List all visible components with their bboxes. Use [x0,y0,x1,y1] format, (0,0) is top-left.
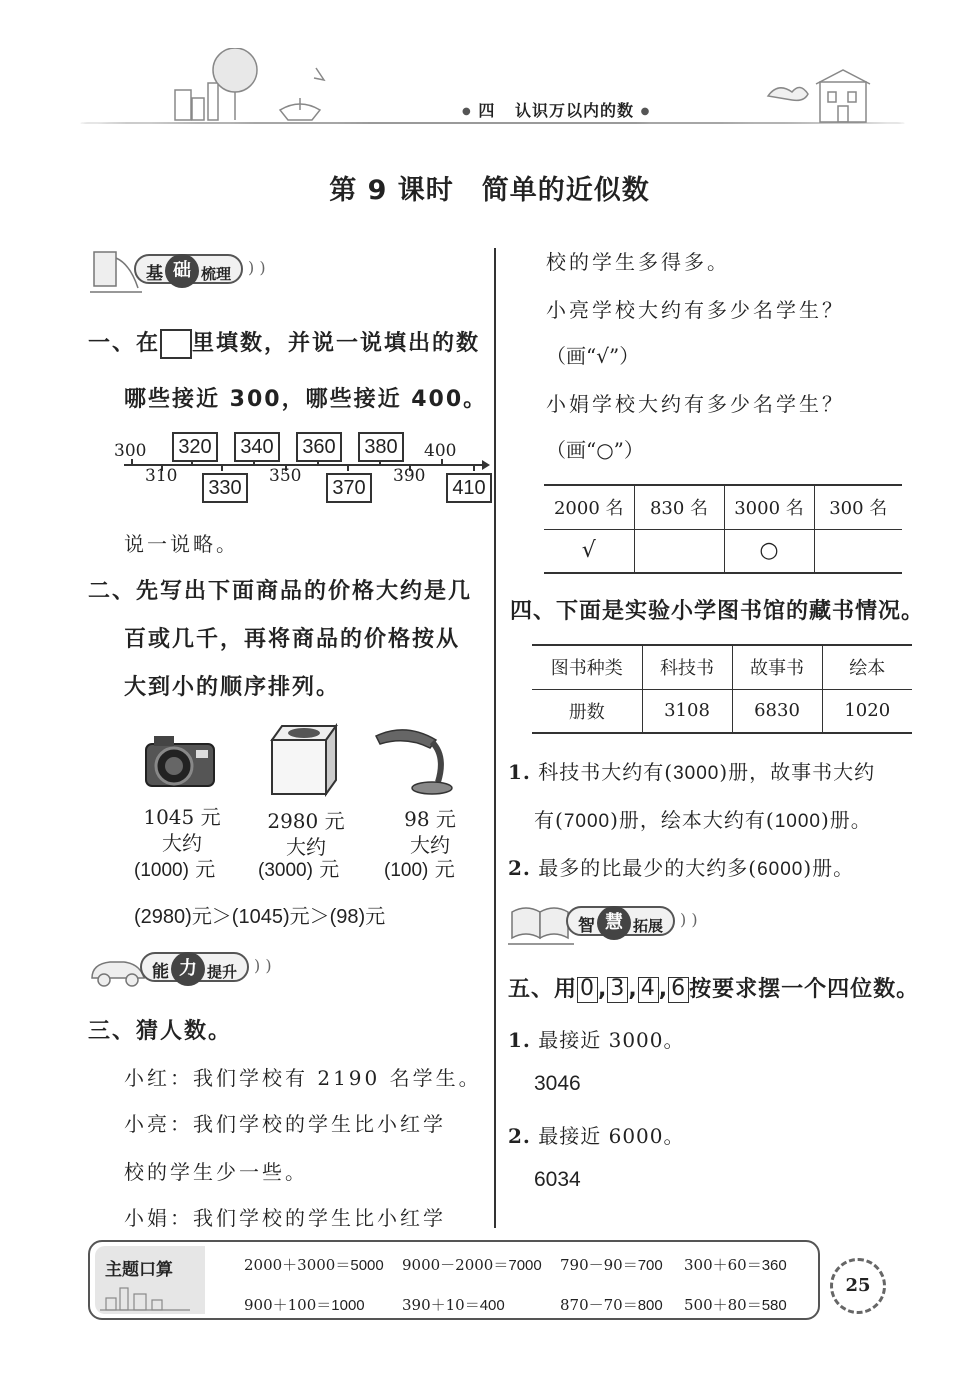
library-table [532,644,912,734]
item-about: 大约 [286,835,326,859]
q3-line-5: 校的学生多得多。 [546,250,730,274]
calc-expr: 9000－2000＝ [402,1256,509,1274]
table-mark-cell [814,529,902,573]
q3-line-1: 小红：我们学校有 2190 名学生。 [124,1066,482,1090]
desk-lamp-icon [372,722,456,798]
calc-result: 7000 [508,1257,542,1274]
calc-item [560,1294,663,1315]
calc-expr: 300＋60＝ [684,1256,762,1274]
digit-card: 0 [577,977,598,1003]
answer-value: 7000 [563,811,611,832]
answer-box-330: 330 [202,473,248,503]
washing-machine-icon [266,722,342,798]
calc-result: 400 [479,1297,505,1314]
calc-result: 5000 [350,1257,384,1274]
table-cell: 3108 [642,689,732,733]
q4-text: )册。 [820,808,872,832]
skyline-icon [100,1280,190,1312]
tick-label-350: 350 [269,466,302,486]
q5-prefix: 五、用 [508,977,578,1002]
calc-item [244,1294,365,1315]
answer-box-380: 380 [358,432,404,462]
student-count-table [544,484,902,574]
calc-item [402,1254,542,1275]
q2-line2: 百或几千，再将商品的价格按从 [124,627,461,652]
answer-value: 3000 [673,763,720,784]
estimate-unit: 元 [319,857,340,881]
q3-line-2: 小亮：我们学校的学生比小红学 [124,1112,446,1136]
tick-label-390: 390 [393,466,426,486]
q1-line2: 哪些接近 300，哪些接近 400。 [124,387,488,412]
q3-line-4: 小娟：我们学校的学生比小红学 [124,1206,446,1230]
table-header-cell: 300 名 [814,485,902,529]
q1-prefix: 一、在 [88,331,161,356]
q3-line-6: 小亮学校大约有多少名学生？ [546,298,845,322]
item-price: 1045 元 [143,805,221,829]
q3-line-3: 校的学生少一些。 [124,1160,308,1184]
calc-item [684,1294,787,1315]
q5-suffix: 按要求摆一个四位数。 [689,977,920,1002]
item-lamp [372,806,488,858]
q4-sub1-line2 [534,804,872,833]
digit-card: 6 [668,977,689,1003]
calc-result: 800 [637,1297,663,1314]
estimate-lamp [384,853,455,882]
car-icon [88,950,148,990]
answer-box-410: 410 [446,473,492,503]
sub-number: 1. [508,760,531,784]
sub-number: 1. [508,1028,531,1052]
calc-item [244,1254,384,1275]
badge-wisdom-c: 拓展 [633,917,664,935]
calc-item [560,1254,663,1275]
table-header-cell: 图书种类 [532,645,642,689]
q4-text: 科技书大约有( [538,760,674,784]
item-camera [124,804,240,856]
calc-expr: 2000＋3000＝ [244,1256,351,1274]
table-header-cell: 830 名 [634,485,724,529]
answer-box-370: 370 [326,473,372,503]
q5-text: 最接近 3000。 [538,1028,685,1052]
q2-line3: 大到小的顺序排列。 [124,675,341,700]
table-cell: 1020 [822,689,912,733]
q4-text: )册。 [803,856,855,880]
table-header-cell: 故事书 [732,645,822,689]
chapter-number: 四 [478,101,496,120]
q2-line1: 二、先写出下面商品的价格大约是几 [88,579,473,604]
q1-line1 [88,326,480,359]
tick-label-310: 310 [145,466,178,486]
table-mark-cell: √ [544,529,634,573]
item-about: 大约 [410,833,450,857]
tick-label-400: 400 [424,441,457,461]
table-mark-cell [634,529,724,573]
q5-answer2: 6034 [534,1168,581,1191]
q3-line-9: （画“○”） [546,438,644,462]
header-rule [80,122,905,124]
table-mark-cell: ○ [724,529,814,573]
calc-expr: 390＋10＝ [402,1296,480,1314]
table-header-cell: 科技书 [642,645,732,689]
badge-ability-b: 力 [171,952,205,986]
table-header-cell: 绘本 [822,645,912,689]
badge-ability-a: 能 [152,962,169,982]
answer-value: 6000 [757,859,804,880]
badge-wisdom: 智 慧 拓展 ) ) [508,900,708,944]
badge-wisdom-b: 慧 [597,906,631,940]
page-number: 25 [830,1258,886,1314]
answer-box-320: 320 [172,432,218,462]
house-illustration [760,68,890,124]
q4-title: 四、下面是实验小学图书馆的藏书情况。 [510,599,925,624]
q4-text: 有( [534,808,564,832]
tick-label-300: 300 [114,441,147,461]
calc-expr: 790－90＝ [560,1256,638,1274]
calc-result: 580 [761,1297,787,1314]
item-price: 98 元 [404,807,456,831]
lesson-title: 第 9 课时 简单的近似数 [329,175,650,206]
q4-text: )册，绘本大约有( [610,808,775,832]
badge-basic-c: 梳理 [201,265,232,283]
q3-line-8: 小娟学校大约有多少名学生？ [546,392,845,416]
q4-sub1-line1 [508,756,875,785]
digit-card: 4 [638,977,659,1003]
badge-wisdom-a: 智 [578,916,595,936]
q5-sub2 [508,1120,685,1149]
q4-text: )册，故事书大约 [719,760,876,784]
badge-ability: 能 力 提升 ) ) [88,946,288,990]
q5-text: 最接近 6000。 [538,1124,685,1148]
answer-box-sample [160,329,192,359]
estimate-unit: 元 [434,857,455,881]
table-cell: 册数 [532,689,642,733]
answer-box-360: 360 [296,432,342,462]
q3-title: 三、猜人数。 [88,1019,233,1044]
calc-result: 360 [761,1257,787,1274]
sub-number: 2. [508,1124,531,1148]
calc-item [402,1294,505,1315]
q5-title: 五、用 0 , 3 , 4 , 6 按要求摆一个四位数。 [508,976,920,1002]
estimate-unit: 元 [195,857,216,881]
q4-sub2 [508,852,854,881]
q1-note: 说一说略。 [124,532,239,556]
estimate-value: (3000) [258,860,313,881]
sub-number: 2. [508,856,531,880]
calc-expr: 900＋100＝ [244,1296,332,1314]
badge-basic: 基 础 梳理 ) ) [90,248,280,292]
estimate-value: (100) [384,860,429,881]
table-cell: 6830 [732,689,822,733]
q5-answer1: 3046 [534,1072,581,1095]
table-header-cell: 2000 名 [544,485,634,529]
badge-basic-b: 础 [165,254,199,288]
header-illustration [80,48,410,128]
estimate-washing-machine [258,853,339,882]
badge-basic-a: 基 [146,264,163,284]
mental-math-title: 主题口算 [105,1260,173,1280]
item-price: 2980 元 [267,809,345,833]
q4-text: 最多的比最少的大约多( [538,856,758,880]
calc-expr: 870－70＝ [560,1296,638,1314]
open-book-icon [508,904,574,946]
calc-item [684,1254,787,1275]
table-header-cell: 3000 名 [724,485,814,529]
answer-box-340: 340 [234,432,280,462]
q3-line-7: （画“√”） [546,344,640,368]
digit-card: 3 [607,977,628,1003]
badge-ability-c: 提升 [207,963,238,981]
calc-expr: 500＋80＝ [684,1296,762,1314]
calc-result: 700 [637,1257,663,1274]
answer-value: 1000 [774,811,821,832]
estimate-camera [134,853,215,882]
q5-sub1 [508,1024,685,1053]
item-about: 大约 [162,831,202,855]
price-order: (2980)元＞(1045)元＞(98)元 [134,906,386,928]
chapter-title: 认识万以内的数 [515,101,635,120]
running-header: ● 四 认识万以内的数 ● [462,101,651,120]
q1-suffix: 里填数，并说一说填出的数 [192,331,481,356]
column-divider [494,248,496,1228]
camera-icon [140,728,220,792]
calc-result: 1000 [331,1297,365,1314]
estimate-value: (1000) [134,860,189,881]
